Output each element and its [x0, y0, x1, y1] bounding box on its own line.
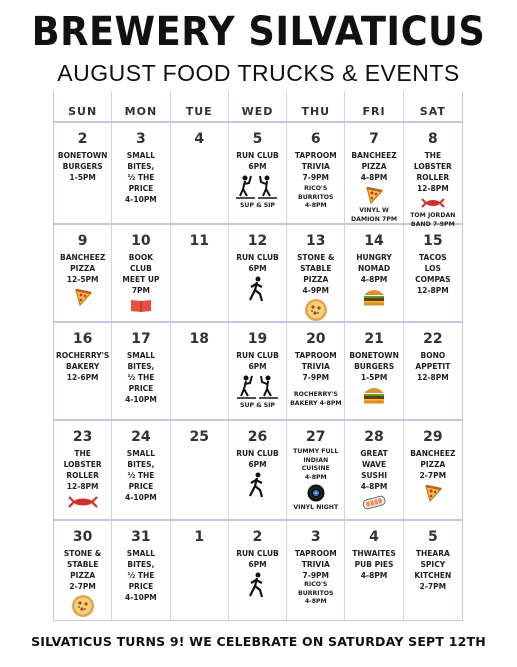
day-cell	[54, 225, 112, 321]
day-number: 15	[423, 233, 443, 249]
poster-title: BREWERY SILVATICUS	[31, 9, 486, 55]
day-cell	[171, 421, 229, 519]
pizza-pie-icon	[71, 594, 95, 618]
event-text: TUMMY FULL INDIAN CUISINE 4-8PM	[293, 448, 339, 481]
day-cell	[54, 521, 112, 620]
event-text: TACOS LOS COMPAS 12-8PM	[415, 253, 451, 295]
week-row-1	[54, 123, 462, 228]
day-cell	[287, 323, 345, 419]
event-text: TAPROOM TRIVIA 7-9PM	[294, 151, 337, 182]
day-number: 12	[247, 233, 268, 249]
event-text: VINYL NIGHT	[293, 504, 339, 511]
lobster-icon	[421, 196, 445, 210]
lobster-icon	[68, 494, 98, 510]
pizza-pie-icon	[304, 298, 328, 322]
event-text: BANCHEEZ PIZZA 2-7PM	[410, 449, 456, 480]
event-text: SMALL BITES, ½ THE PRICE 4-10PM	[125, 351, 157, 404]
day-number: 16	[72, 331, 93, 347]
calendar-grid	[53, 91, 463, 621]
event-text: TAPROOM TRIVIA 7-9PM	[294, 549, 337, 580]
day-number: 9	[77, 233, 88, 249]
event-text: THEARA SPICY KITCHEN 2-7PM	[414, 549, 452, 591]
day-number: 18	[189, 331, 209, 347]
day-number: 14	[364, 233, 384, 249]
weekday-mon: MON	[112, 91, 170, 121]
day-cell	[287, 521, 345, 620]
event-text: BONETOWN BURGERS 1-5PM	[57, 151, 108, 182]
event-text: TOM JORDAN BAND 7-9PM	[410, 212, 456, 228]
day-number: 30	[72, 529, 93, 545]
event-text: TAPROOM TRIVIA 7-9PM	[294, 351, 337, 382]
day-cell	[345, 225, 403, 321]
pizza-icon	[73, 287, 93, 307]
event-text: RUN CLUB 6PM	[236, 151, 279, 171]
burger-icon	[362, 287, 386, 307]
day-cell	[404, 421, 462, 519]
event-text: BONO APPETIT 12-8PM	[415, 351, 451, 382]
event-text: VINYL W DAMION 7PM	[351, 207, 398, 223]
weekday-header	[54, 91, 462, 123]
event-text: RUN CLUB 6PM	[236, 351, 279, 371]
day-number: 29	[423, 429, 443, 445]
weekday-thu: THU	[287, 91, 345, 121]
event-text: BANCHEEZ PIZZA 4-8PM	[351, 151, 397, 182]
event-text: RUN CLUB 6PM	[236, 253, 279, 273]
day-cell	[229, 323, 287, 419]
runner-icon	[246, 276, 268, 302]
day-number: 10	[131, 233, 151, 249]
day-cell	[54, 123, 112, 223]
day-number: 21	[364, 331, 384, 347]
event-text: RICO'S BURRITOS 4-8PM	[298, 185, 334, 209]
day-cell	[54, 323, 112, 419]
weekday-sun: SUN	[54, 91, 112, 121]
day-cell	[112, 521, 170, 620]
day-cell	[345, 323, 403, 419]
paddleboard-icon	[236, 374, 280, 400]
event-text: BANCHEEZ PIZZA 12-5PM	[60, 253, 106, 284]
event-text: GREAT WAVE SUSHI 4-8PM	[360, 449, 388, 491]
day-number: 31	[131, 529, 151, 545]
event-text: ROCHERRY'S BAKERY 4-8PM	[290, 391, 342, 407]
day-number: 6	[310, 131, 321, 147]
event-text: STONE & STABLE PIZZA 4-9PM	[297, 253, 335, 295]
day-cell	[171, 123, 229, 223]
day-cell	[345, 123, 403, 223]
day-number: 4	[369, 529, 379, 545]
day-number: 28	[364, 429, 384, 445]
day-number: 27	[306, 429, 326, 445]
event-text: SMALL BITES, ½ THE PRICE 4-10PM	[125, 449, 157, 502]
day-cell	[404, 225, 462, 321]
pizza-icon	[364, 185, 384, 205]
event-text: THE LOBSTER ROLLER 12-8PM	[413, 151, 452, 193]
footer-announcement: SILVATICUS TURNS 9! WE CELEBRATE ON SATURDAY SEPT 12TH	[31, 634, 486, 649]
day-cell	[112, 421, 170, 519]
pizza-icon	[423, 483, 443, 503]
burger-icon	[362, 385, 386, 405]
sushi-icon	[361, 494, 387, 510]
day-cell	[287, 123, 345, 223]
day-number: 1	[194, 529, 205, 545]
vinyl-record-icon	[307, 484, 325, 502]
runner-icon	[246, 572, 268, 598]
day-cell	[171, 521, 229, 620]
day-number: 24	[131, 429, 151, 445]
weekday-sat: SAT	[419, 105, 446, 118]
day-number: 2	[77, 131, 88, 147]
day-cell	[345, 521, 403, 620]
event-text: ROCHERRY'S BAKERY 12-6PM	[56, 351, 110, 382]
day-cell	[404, 521, 462, 620]
day-number: 23	[72, 429, 93, 445]
paddleboard-icon	[235, 174, 279, 200]
day-cell	[229, 421, 287, 519]
book-icon	[130, 298, 152, 312]
day-number: 25	[189, 429, 209, 445]
day-number: 19	[247, 331, 268, 347]
day-number: 5	[427, 529, 438, 545]
week-row-2	[54, 225, 462, 323]
day-number: 17	[131, 331, 151, 347]
day-cell	[171, 323, 229, 419]
day-cell	[287, 225, 345, 321]
event-text: THE LOBSTER ROLLER 12-8PM	[63, 449, 102, 491]
event-text: RUN CLUB 6PM	[236, 549, 279, 569]
event-text: RUN CLUB 6PM	[236, 449, 279, 469]
weekday-fri: FRI	[345, 91, 403, 121]
day-number: 7	[369, 131, 379, 147]
event-text: RICO'S BURRITOS 4-8PM	[298, 581, 334, 605]
day-cell	[404, 323, 462, 419]
day-cell	[112, 123, 170, 223]
day-number: 2	[252, 529, 263, 545]
event-text: STONE & STABLE PIZZA 2-7PM	[63, 549, 102, 591]
day-cell	[229, 521, 287, 620]
day-cell	[229, 123, 287, 223]
event-text: SMALL BITES, ½ THE PRICE 4-10PM	[125, 549, 157, 602]
day-cell	[404, 123, 462, 228]
week-row-3	[54, 323, 462, 421]
poster-subtitle: AUGUST FOOD TRUCKS & EVENTS	[57, 60, 460, 86]
day-cell	[345, 421, 403, 519]
weekday-wed: WED	[229, 91, 287, 121]
day-cell	[112, 225, 170, 321]
day-number: 5	[252, 131, 263, 147]
day-number: 20	[306, 331, 326, 347]
day-number: 8	[427, 131, 438, 147]
day-cell	[171, 225, 229, 321]
day-cell	[229, 225, 287, 321]
event-text: BONETOWN BURGERS 1-5PM	[349, 351, 399, 382]
event-text: SUP & SIP	[239, 202, 275, 209]
day-number: 22	[423, 331, 443, 347]
day-cell	[54, 421, 112, 519]
day-number: 3	[310, 529, 321, 545]
event-text: SUP & SIP	[240, 402, 276, 409]
week-row-5	[54, 521, 462, 621]
day-cell	[287, 421, 345, 519]
weekday-tue: TUE	[171, 91, 229, 121]
week-row-4	[54, 421, 462, 521]
day-number: 11	[189, 233, 209, 249]
runner-icon	[246, 472, 268, 498]
day-number: 26	[247, 429, 268, 445]
day-cell	[112, 323, 170, 419]
event-text: BOOK CLUB MEET UP 7PM	[122, 253, 160, 295]
day-number: 3	[136, 131, 146, 147]
day-number: 13	[306, 233, 326, 249]
day-number: 4	[194, 131, 205, 147]
event-text: SMALL BITES, ½ THE PRICE 4-10PM	[125, 151, 157, 204]
event-text: HUNGRY NOMAD 4-8PM	[356, 253, 392, 284]
event-text: THWAITES PUB PIES 4-8PM	[352, 549, 396, 580]
